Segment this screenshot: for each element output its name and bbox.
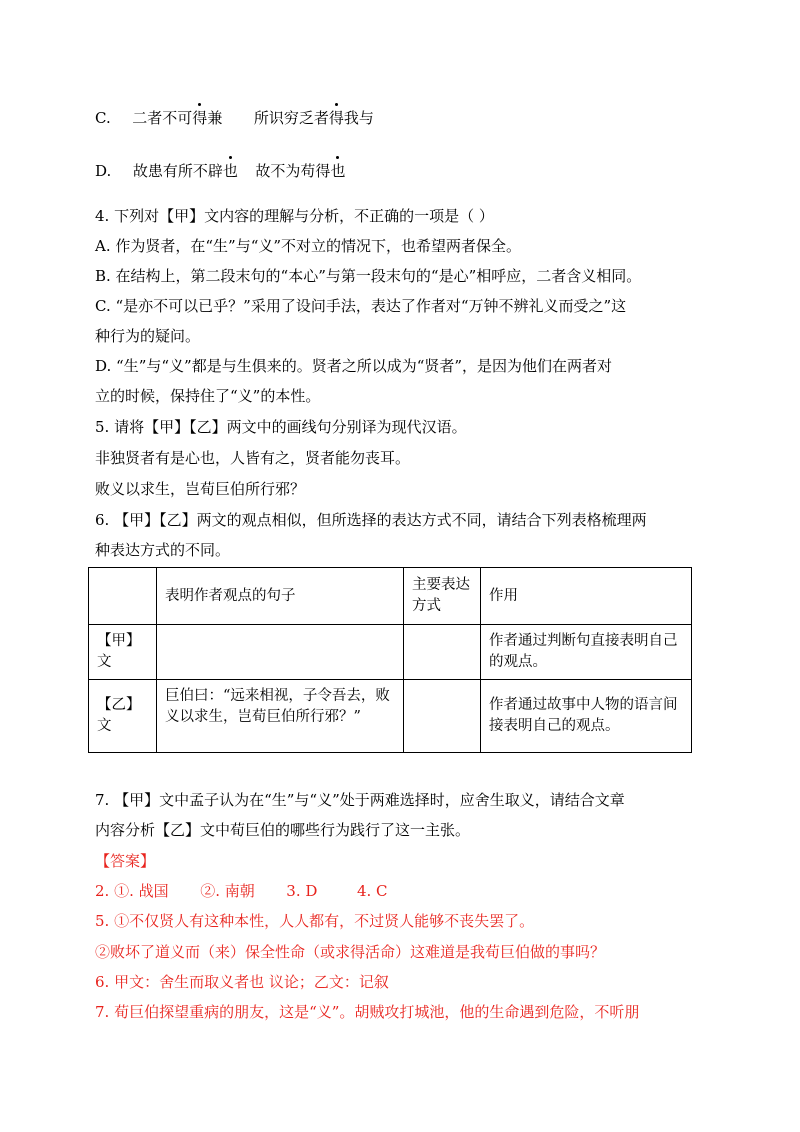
q4-stem: 4. 下列对【甲】文内容的理解与分析，不正确的一项是（ ） [95,207,494,225]
answer-7: 7. 荀巨伯探望重病的朋友，这是“义”。胡贼攻打城池，他的生命遇到危险，不听朋 [95,1003,640,1021]
q6-stem-line2: 种表达方式的不同。 [95,541,231,559]
table-cell [157,625,404,680]
q5-sentence-2: 败义以求生，岂荀巨伯所行邪？ [95,480,306,498]
q4-option-b: B. 在结构上，第二段末句的“本心”与第一段末句的“是心”相呼应，二者含义相同。 [95,267,642,285]
q4-option-c-line2: 种行为的疑问。 [95,327,201,345]
table-header-row [89,568,692,625]
comparison-table [88,567,692,753]
table-cell: 【乙】文 [89,680,157,753]
table-header-cell: 作用 [481,568,692,625]
q4-option-a: A. 作为贤者，在“生”与“义”不对立的情况下，也希望两者保全。 [95,237,522,255]
table-header-cell [89,568,157,625]
answer-5-2: ②败坏了道义而（来）保全性命（或求得活命）这难道是我荀巨伯做的事吗？ [95,943,606,961]
table-cell: 作者通过故事中人物的语言间接表明自己的观点。 [481,680,692,753]
q5-stem: 5. 请将【甲】【乙】两文中的画线句分别译为现代汉语。 [95,418,467,436]
q5-sentence-1: 非独贤者有是心也，人皆有之，贤者能勿丧耳。 [95,449,411,467]
q4-option-d-line1: D. “生”与“义”都是与生俱来的。贤者之所以成为“贤者”，是因为他们在两者对 [95,357,613,375]
table-cell: 作者通过判断句直接表明自己的观点。 [481,625,692,680]
answer-2-3-4: 2. ①. 战国 ②. 南朝 3. D 4. C [95,882,388,900]
table-cell [404,680,481,753]
table-row [89,625,692,680]
q7-stem-line1: 7. 【甲】文中孟子认为在“生”与“义”处于两难选择时，应舍生取义，请结合文章 [95,791,625,809]
q4-option-d-line2: 立的时候，保持住了“义”的本性。 [95,387,321,405]
q6-stem-line1: 6. 【甲】【乙】两文的观点相似，但所选择的表达方式不同，请结合下列表格梳理两 [95,511,647,529]
table-header-cell: 表明作者观点的句子 [157,568,404,625]
answer-title: 【答案】 [95,852,156,870]
table-cell: 【甲】文 [89,625,157,680]
option-c: C. 二者不可得兼 所识穷乏者得我与 [95,109,374,127]
option-d: D. 故患有所不辟也 故不为苟得也 [95,162,346,180]
q4-option-c-line1: C. “是亦不可以已乎？”采用了设问手法，表达了作者对“万钟不辨礼义而受之”这 [95,297,627,315]
q7-stem-line2: 内容分析【乙】文中荀巨伯的哪些行为践行了这一主张。 [95,821,471,839]
table-cell: 巨伯曰：“远来相视，子令吾去，败义以求生，岂荀巨伯所行邪？” [157,680,404,753]
table-header-cell: 主要表达方式 [404,568,481,625]
table-row [89,680,692,753]
table-cell [404,625,481,680]
answer-6: 6. 甲文：舍生而取义者也 议论；乙文：记叙 [95,973,389,991]
answer-5-1: 5. ①不仅贤人有这种本性，人人都有，不过贤人能够不丧失罢了。 [95,912,535,930]
